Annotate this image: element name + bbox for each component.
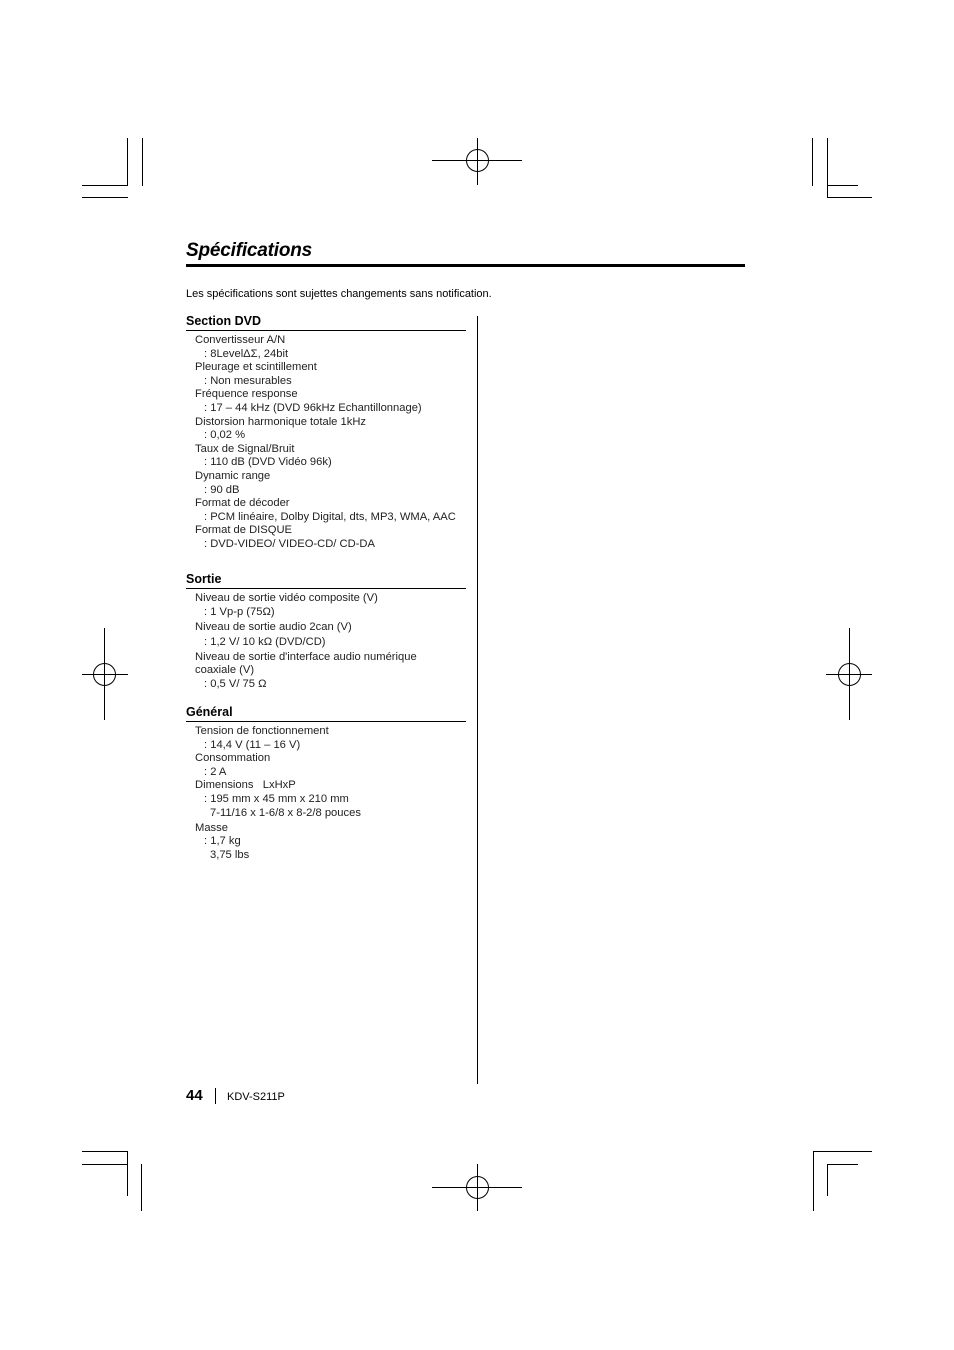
spec-name: Taux de Signal/Bruit <box>195 442 295 455</box>
spec-name: Format de décoder <box>195 497 290 510</box>
spec-name: Masse <box>195 821 228 834</box>
section-heading-sortie: Sortie <box>186 572 466 589</box>
spec-name: Dynamic range <box>195 469 271 482</box>
spec-value: : 2 A <box>204 765 227 778</box>
spec-value: : 0,02 % <box>204 429 246 442</box>
intro-text: Les spécifications sont sujettes changements sans notification. <box>186 288 492 300</box>
page-title: Spécifications <box>186 240 313 261</box>
footer-separator <box>215 1088 216 1104</box>
spec-name: Pleurage et scintillement <box>195 361 317 374</box>
spec-name-continued: coaxiale (V) <box>195 664 255 677</box>
spec-name: Convertisseur A/N <box>195 334 286 346</box>
spec-name: Niveau de sortie d'interface audio numérique <box>195 650 417 663</box>
spec-value: : 1,7 kg <box>204 835 241 848</box>
spec-value: : 14,4 V (11 – 16 V) <box>204 738 301 751</box>
column-divider <box>477 316 478 1084</box>
spec-list-general <box>195 725 475 862</box>
spec-value: : 110 dB (DVD Vidéo 96k) <box>204 456 332 469</box>
spec-value: : 90 dB <box>204 483 240 496</box>
spec-value: : Non mesurables <box>204 374 292 387</box>
page-number: 44 <box>186 1087 203 1104</box>
spec-name: Consommation <box>195 752 271 765</box>
spec-value: : 17 – 44 kHz (DVD 96kHz Echantillonnage) <box>204 401 422 414</box>
spec-value: : DVD-VIDEO/ VIDEO-CD/ CD-DA <box>204 537 375 550</box>
spec-name: Niveau de sortie vidéo composite (V) <box>195 592 378 604</box>
spec-value: : 8LevelΔΣ, 24bit <box>204 347 289 360</box>
spec-value: : PCM linéaire, Dolby Digital, dts, MP3, WMA, AAC <box>204 510 456 523</box>
spec-value: : 0,5 V/ 75 Ω <box>204 678 267 691</box>
section-heading-dvd: Section DVD <box>186 314 466 331</box>
spec-name: Niveau de sortie audio 2can (V) <box>195 620 352 633</box>
spec-value-alt: 3,75 lbs <box>210 848 250 861</box>
spec-name: Distorsion harmonique totale 1kHz <box>195 415 367 428</box>
spec-value: : 1 Vp-p (75Ω) <box>204 605 275 618</box>
spec-value-alt: 7-11/16 x 1-6/8 x 8-2/8 pouces <box>210 806 361 819</box>
model-name: KDV-S211P <box>227 1091 285 1103</box>
spec-name: Format de DISQUE <box>195 524 292 537</box>
spec-name: Dimensions LxHxP <box>195 779 296 792</box>
spec-name: Fréquence response <box>195 388 298 401</box>
section-heading-general: Général <box>186 705 466 722</box>
spec-value: : 195 mm x 45 mm x 210 mm <box>204 792 349 805</box>
spec-value: : 1,2 V/ 10 kΩ (DVD/CD) <box>204 635 326 648</box>
spec-name: Tension de fonctionnement <box>195 725 329 737</box>
spec-list-dvd <box>195 334 475 552</box>
title-rule <box>186 264 745 267</box>
spec-list-sortie <box>195 592 475 692</box>
